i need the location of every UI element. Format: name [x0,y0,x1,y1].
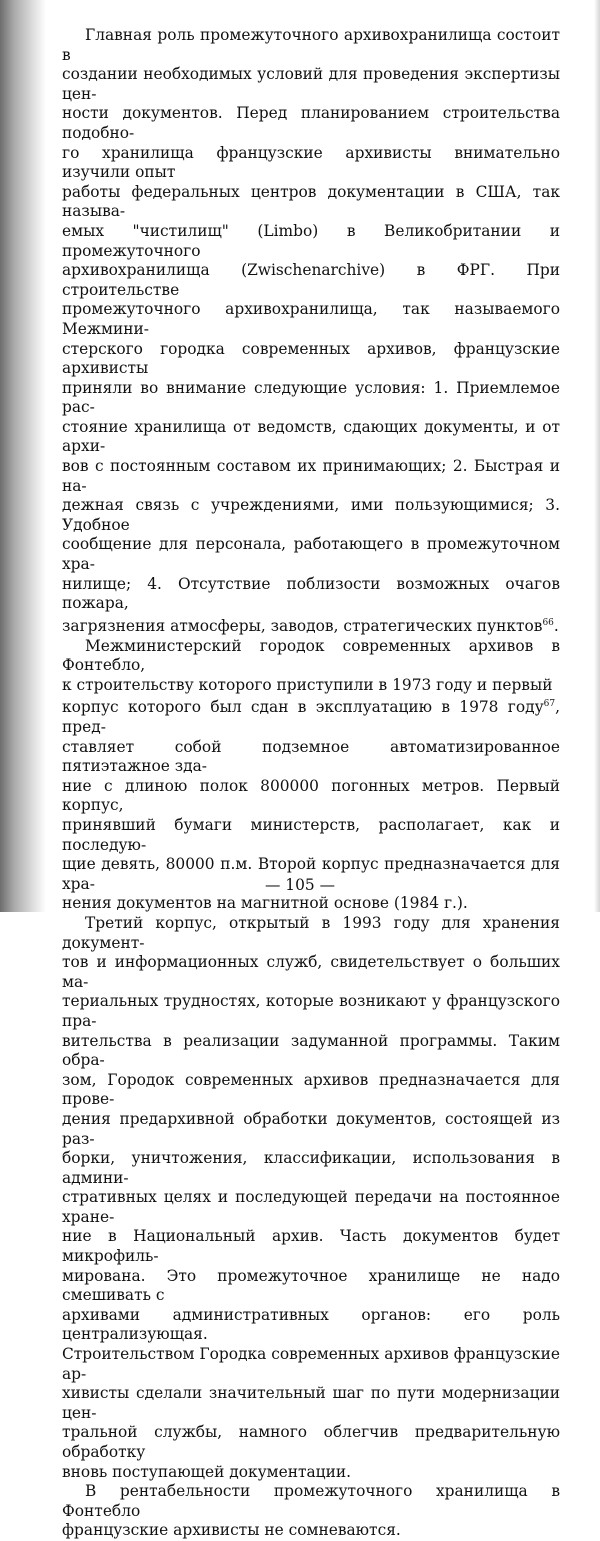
text-line: промежуточного архивохранилища, так называемого Межмини- [62,300,560,338]
text-line-content: загрязнения атмосферы, заводов, стратегических пунктов [62,616,543,635]
page-body [62,26,560,1541]
text-line: нения документов на магнитной основе (1984 г.). [62,894,468,913]
text-line: нилище; 4. Отсутствие поблизости возможных очагов пожара, [62,574,560,613]
text-line: стояние хранилища от ведомств, сдающих документы, и от архи- [62,417,560,456]
scan-shadow-left [0,0,46,912]
text-line: стративных целях и последующей передачи на постоянное хране- [62,1188,560,1226]
text-line: щие девять, 80000 п.м. Второй корпус предназначается для хра- [62,855,560,893]
text-line: приняли во внимание следующие условия: 1. Приемлемое рас- [62,378,560,417]
text-line: хивисты сделали значительный шаг по пути модернизации цен- [62,1384,560,1422]
text-line: принявший бумаги министерств, располагает, как и последую- [62,816,560,854]
text-line: дения предархивной обработки документов, состоящей из раз- [62,1109,560,1148]
text-line: тральной службы, намного облегчив предварительную обработку [62,1423,560,1461]
text-line: ставляет собой подземное автоматизированное пятиэтажное зда- [62,737,560,776]
text-line: архивохранилища (Zwischenarchive) в ФРГ. При строительстве [62,261,560,299]
page-number: — 105 — [265,876,335,894]
paragraph-2 [62,637,560,914]
text-line: вновь поступающей документации. [62,1462,351,1481]
text-line: борки, уничтожения, классификации, использования в админи- [62,1149,560,1187]
scan-shadow-right [594,0,600,912]
text-line: вительства в реализации задуманной программы. Таким обра- [62,1031,560,1070]
text-line: тов и информационных служб, свидетельствует о больших ма- [62,953,560,991]
text-line: вов с постоянным составом их принимающих; 2. Быстрая и на- [62,457,560,495]
footnote-marker-66: 66 [542,617,554,628]
text-line: работы федеральных центров документации в США, так называ- [62,182,560,221]
text-line [62,614,560,637]
text-line-content: корпус которого был сдан в эксплуатацию в 1978 году [62,698,544,717]
text-line: создании необходимых условий для проведения экспертизы цен- [62,65,560,103]
footnote-marker-67: 67 [543,699,556,710]
text-line: сообщение для персонала, работающего в промежуточном хра- [62,535,560,574]
text-line: ние в Национальный архив. Часть документов будет микрофиль- [62,1227,560,1266]
text-line: го хранилища французские архивисты внимательно изучили опыт [62,143,560,182]
text-line: териальных трудностях, которые возникают у французского пра- [62,992,560,1030]
text-line: ности документов. Перед планированием строительства подобно- [62,104,560,142]
text-line: дежная связь с учреждениями, ими пользующимися; 3. Удобное [62,496,560,534]
text-line-tail: , пред- [62,698,560,737]
text-line: зом, Городок современных архивов предназначается для прове- [62,1070,560,1109]
text-line [62,695,560,737]
paragraph-1 [62,26,560,637]
text-line: стерского городка современных архивов, французские архивисты [62,339,560,378]
text-line: Главная роль промежуточного архивохранилища состоит в [62,26,560,64]
text-line: мирована. Это промежуточное хранилище не надо смешивать с [62,1266,560,1305]
paragraph-3 [62,914,560,1482]
text-line: емых "чистилищ" (Limbo) в Великобритании и промежуточного [62,221,560,260]
text-line: В рентабельности промежуточного хранилища в Фонтебло [62,1482,560,1520]
paragraph-4 [62,1482,560,1541]
text-line: Третий корпус, открытый в 1993 году для хранения документ- [62,913,560,952]
text-line-tail: . [553,616,559,635]
text-line: архивами административных органов: его роль централизующая. [62,1305,560,1344]
text-line: ние с длиною полок 800000 погонных метров. Первый корпус, [62,776,560,815]
text-line: Строительством Городка современных архивов французские ар- [62,1345,560,1383]
text-line: французские архивисты не сомневаются. [62,1521,401,1540]
text-line: к строительству которого приступили в 1973 году и первый [62,675,553,694]
text-line: Межминистерский городок современных архивов в Фонтебло, [62,636,560,675]
